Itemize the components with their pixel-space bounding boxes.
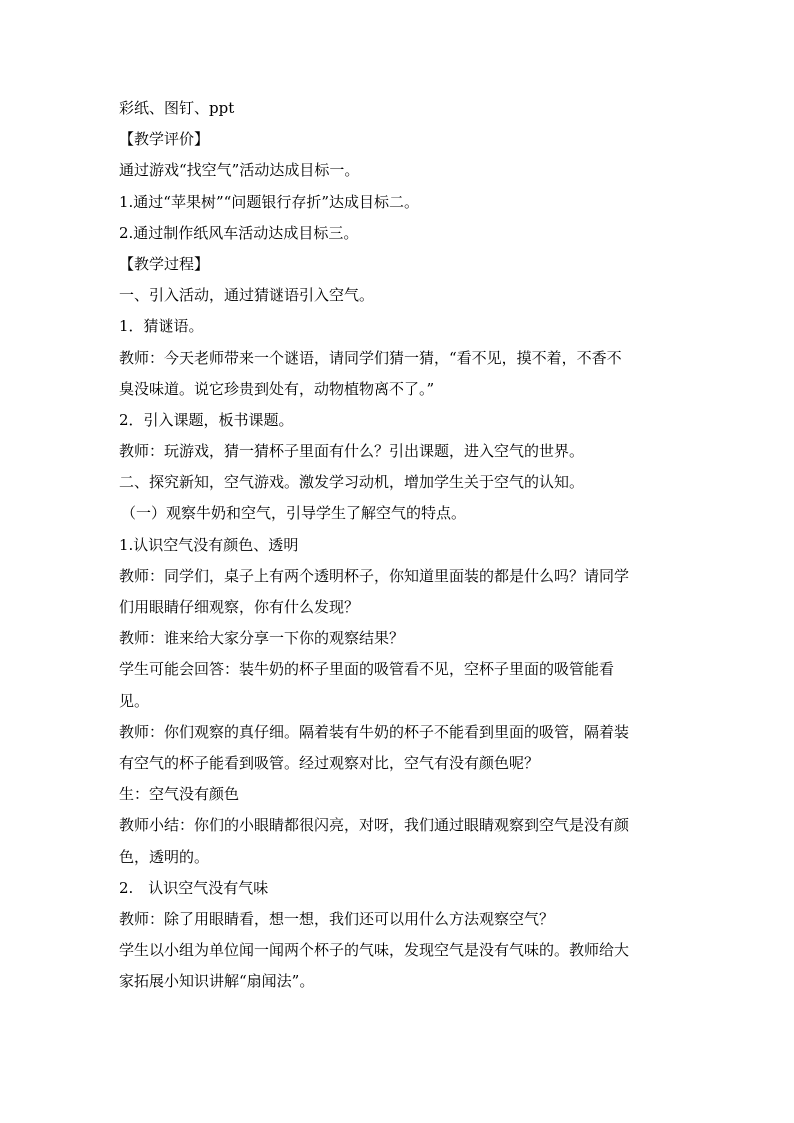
- text-line: 教师：你们观察的真仔细。隔着装有牛奶的杯子不能看到里面的吸管，隔着装: [119, 722, 630, 741]
- text-line: 二、探究新知，空气游戏。激发学习动机，增加学生关于空气的认知。: [119, 473, 585, 492]
- text-line: 通过游戏“找空气”活动达成目标一。: [119, 161, 360, 180]
- text-line: 教师：除了用眼睛看，想一想，我们还可以用什么方法观察空气？: [119, 909, 555, 928]
- text-line: 有空气的杯子能看到吸管。经过观察对比，空气有没有颜色呢？: [119, 753, 540, 772]
- section-heading: 【教学过程】: [119, 254, 210, 273]
- text-line: 见。: [119, 691, 150, 710]
- text-line: 2．引入课题，板书课题。: [119, 410, 294, 429]
- text-line: 2. 认识空气没有气味: [119, 878, 269, 897]
- text-line: 2.通过制作纸风车活动达成目标三。: [119, 223, 359, 242]
- text-line: 1．猜谜语。: [119, 317, 204, 336]
- text-line: 教师小结：你们的小眼睛都很闪亮，对呀，我们通过眼睛观察到空气是没有颜: [119, 816, 630, 835]
- section-heading: 【教学评价】: [119, 130, 210, 149]
- text-line: 色，透明的。: [119, 847, 210, 866]
- text-line: 生：空气没有颜色: [119, 785, 240, 804]
- text-line: 1.认识空气没有颜色、透明: [119, 535, 299, 554]
- text-line: 彩纸、图钉、ppt: [119, 99, 235, 117]
- text-line: 一、引入活动，通过猜谜语引入空气。: [119, 286, 375, 305]
- text-line: 臭没味道。说它珍贵到处有，动物植物离不了。”: [119, 379, 435, 398]
- text-line: （一）观察牛奶和空气，引导学生了解空气的特点。: [121, 504, 467, 523]
- text-line: 学生可能会回答：装牛奶的杯子里面的吸管看不见，空杯子里面的吸管能看: [119, 660, 615, 679]
- text-line: 家拓展小知识讲解“扇闻法”。: [119, 972, 315, 991]
- text-line: 教师：谁来给大家分享一下你的观察结果？: [119, 629, 405, 648]
- document-body: [119, 93, 679, 997]
- text-line: 学生以小组为单位闻一闻两个杯子的气味，发现空气是没有气味的。教师给大: [119, 941, 630, 960]
- text-line: 教师：玩游戏，猜一猜杯子里面有什么？引出课题，进入空气的世界。: [119, 442, 585, 461]
- text-line: 们用眼睛仔细观察，你有什么发现？: [119, 598, 360, 616]
- text-line: 教师：同学们，桌子上有两个透明杯子，你知道里面装的都是什么吗？请同学: [119, 566, 630, 585]
- text-line: 1.通过“苹果树”“问题银行存折”达成目标二。: [119, 192, 419, 211]
- text-line: 教师：今天老师带来一个谜语，请同学们猜一猜，“看不见，摸不着，不香不: [119, 348, 622, 367]
